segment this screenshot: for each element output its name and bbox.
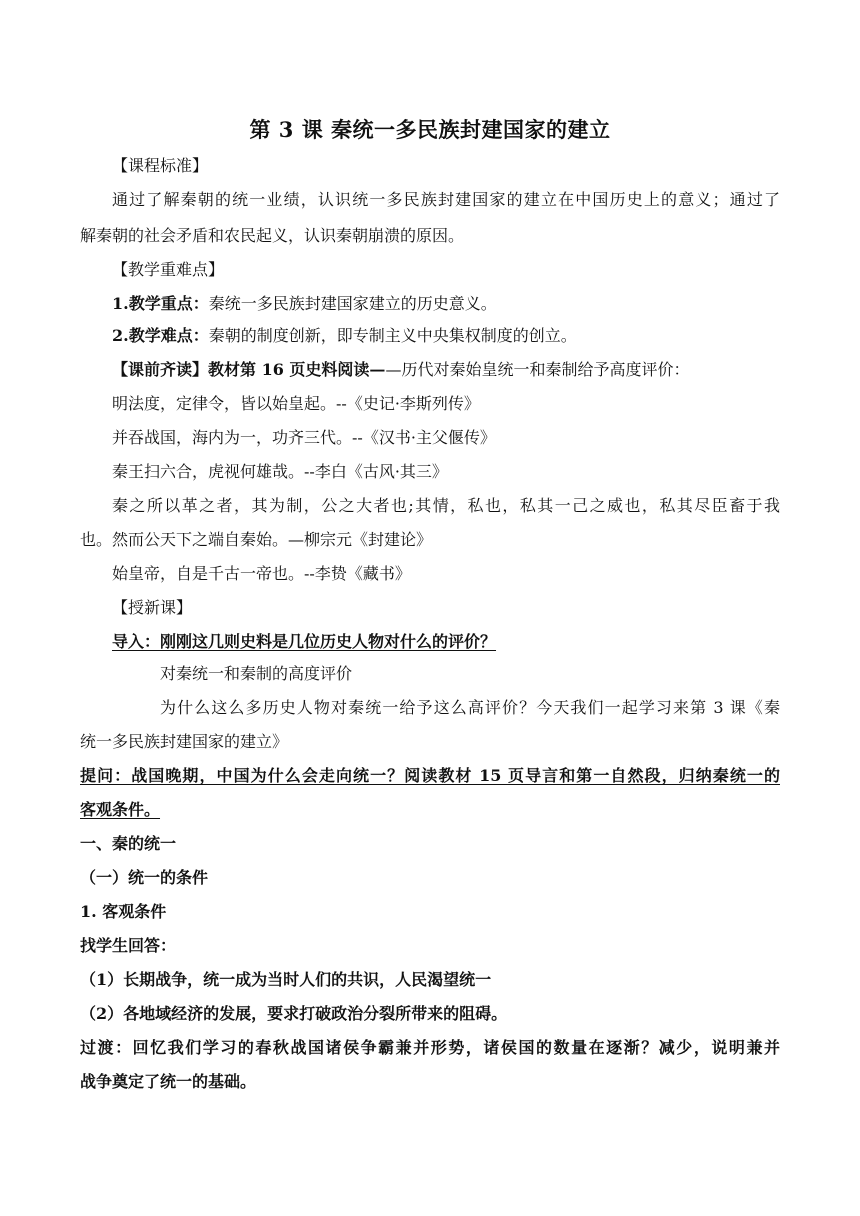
key-point-text: 秦统一多民族封建国家建立的历史意义。	[208, 294, 497, 313]
standard-heading: 【课程标准】	[112, 156, 209, 175]
transition-line-1: 过渡：回忆我们学习的春秋战国诸侯争霸兼并形势，诸侯国的数量在逐渐？减少，说明兼并	[80, 1038, 780, 1057]
point-2: （2）各地域经济的发展，要求打破政治分裂所带来的阻碍。	[80, 1004, 508, 1023]
intro-answer: 对秦统一和秦制的高度评价	[160, 664, 353, 683]
page-title: 第 3 课 秦统一多民族封建国家的建立	[249, 117, 611, 142]
section-heading-2: （一）统一的条件	[80, 868, 209, 887]
standard-text-line-1: 通过了解秦朝的统一业绩，认识统一多民族封建国家的建立在中国历史上的意义；通过了	[112, 190, 780, 209]
preread-source: 教材第 16 页史料阅读—	[208, 360, 386, 379]
new-lesson-heading: 【授新课】	[112, 598, 193, 617]
quote-5: 始皇帝，自是千古一帝也。--李贽《藏书》	[112, 564, 411, 583]
preread-line	[112, 360, 689, 380]
point-1: （1）长期战争，统一成为当时人们的共识，人民渴望统一	[80, 970, 492, 989]
preread-text: —历代对秦始皇统一和秦制给予高度评价：	[385, 360, 690, 379]
quote-4-line-2: 也。然而公天下之端自秦始。—柳宗元《封建论》	[80, 530, 433, 549]
difficulty-text: 秦朝的制度创新，即专制主义中央集权制度的创立。	[208, 326, 577, 345]
intro-question: 导入：刚刚这几则史料是几位历史人物对什么的评价？	[112, 632, 497, 651]
transition-line-2: 战争奠定了统一的基础。	[80, 1072, 257, 1091]
difficulty-label: 2.教学难点：	[112, 326, 209, 345]
standard-text-line-2: 解秦朝的社会矛盾和农民起义，认识秦朝崩溃的原因。	[80, 226, 465, 245]
key-points-heading: 【教学重难点】	[112, 260, 225, 279]
intro-text-line-2: 统一多民族封建国家的建立》	[80, 732, 289, 751]
difficulty-line	[112, 326, 577, 346]
section-heading-3: 1. 客观条件	[80, 902, 167, 921]
intro-text-line-1: 为什么这么多历史人物对秦统一给予这么高评价？今天我们一起学习来第 3 课《秦	[160, 698, 780, 717]
key-point-label: 1.教学重点：	[112, 294, 209, 313]
preread-heading: 【课前齐读】	[112, 360, 209, 379]
quote-3: 秦王扫六合，虎视何雄哉。--李白《古风·其三》	[112, 462, 448, 481]
question-line-2: 客观条件。	[80, 800, 161, 819]
student-answer-label: 找学生回答：	[80, 936, 177, 955]
quote-1: 明法度，定律令，皆以始皇起。--《史记·李斯列传》	[112, 394, 480, 413]
quote-4-line-1: 秦之所以革之者，其为制，公之大者也;其情，私也，私其一己之威也，私其尽臣畜于我	[112, 496, 780, 515]
question-line-1: 提问：战国晚期，中国为什么会走向统一？阅读教材 15 页导言和第一自然段，归纳秦统一的	[80, 766, 780, 785]
section-heading-1: 一、秦的统一	[80, 834, 177, 853]
key-point-line	[112, 294, 497, 314]
quote-2: 并吞战国，海内为一，功齐三代。--《汉书·主父偃传》	[112, 428, 496, 447]
